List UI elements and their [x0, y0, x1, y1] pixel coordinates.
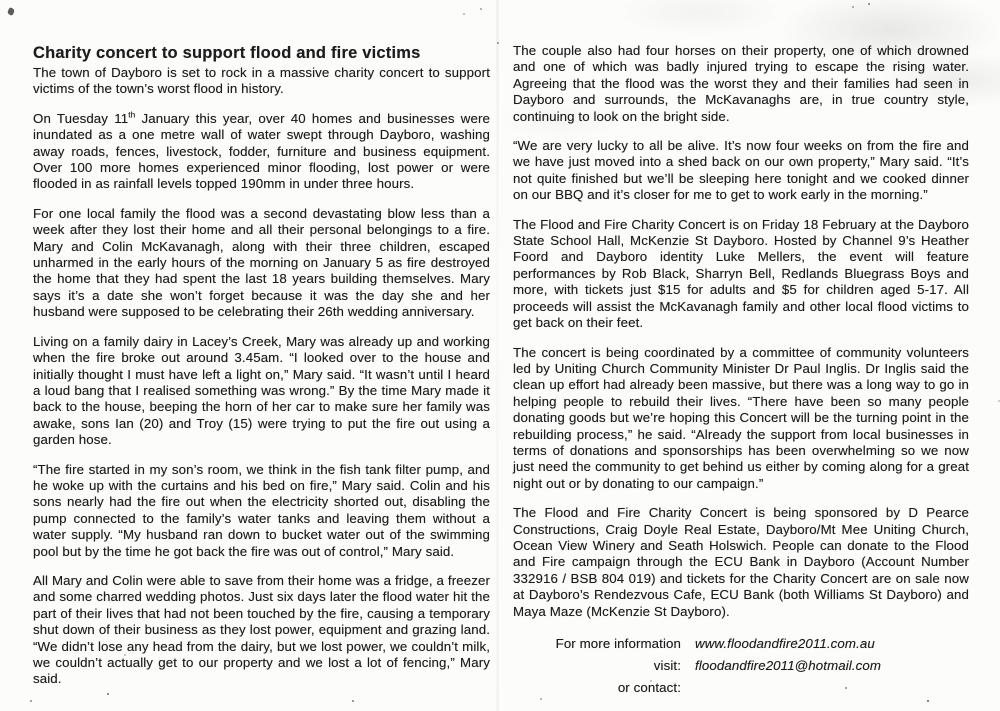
paragraph-text: January this year, over 40 homes and businesses were inundated as a one metre wall of water swept through Dayboro, washing away roads, fences, livestock, fodder, furniture and business equipment. Over 100 more homes experienced minor flooding, lost power or were flooded in as rainfall levels topped 190mm in under three hours.	[33, 110, 490, 192]
article-paragraph: “The fire started in my son’s room, we think in the fish tank filter pump, and he woke up with the curtains and his bed on fire,” Mary said. Colin and his sons nearly had the fire out when the electricity shorted out, disabling the pump connected to the family’s water tanks and leaving them without a water supply. “My husband ran down to bucket water out of the swimming pool but by the time he got back the fire was out of control,” Mary said.	[33, 461, 490, 559]
article-paragraph	[33, 111, 490, 193]
article-paragraph: The Flood and Fire Charity Concert is on Friday 18 February at the Dayboro State School Hall, McKenzie St Dayboro. Hosted by Channel 9’s Heather Foord and Dayboro identity Luke Mellers, the event will feature performances by Rob Black, Sharryn Bell, Redlands Bluegrass Boys and more, with tickets just $15 for adults and $5 for children aged 5-17. All proceeds will assist the McKavanagh family and other local flood victims to get back on their feet.	[513, 216, 969, 331]
article-paragraph: The couple also had four horses on their property, one of which drowned and one of which was badly injured trying to escape the rising water. Agreeing that the flood was the worst they and their families had seen in Dayboro and surrounds, the McKavanaghs are, in true country style, continuing to look on the bright side.	[513, 43, 969, 124]
contact-or-label: or contact:	[617, 680, 681, 695]
scan-corner-mark	[7, 7, 15, 16]
scan-speckles	[0, 0, 2, 2]
contact-website: www.floodandfire2011.com.au	[695, 636, 875, 651]
article-paragraph: Living on a family dairy in Lacey’s Creek, Mary was already up and working when the fire broke out around 3.45am. “I looked over to the house and initially thought I must have left a light on,” Mary said. “It wasn’t until I heard a loud bang that I realised something was wrong.” By the time Mary made it back to the house, beeping the horn of her car to make sure her family was awake, sons Ian (20) and Troy (15) were trying to put the fire out using a garden hose.	[33, 333, 490, 448]
contact-email: floodandfire2011@hotmail.com	[695, 658, 882, 673]
contact-values	[695, 633, 881, 699]
article-intro: The town of Dayboro is set to rock in a massive charity concert to support victims of the town’s worst flood in history.	[33, 65, 490, 97]
page-fold-crease	[496, 0, 499, 711]
paragraph-text: On Tuesday 11	[33, 110, 129, 126]
article-paragraph: The Flood and Fire Charity Concert is being sponsored by D Pearce Constructions, Craig Doyle Real Estate, Dayboro/Mt Mee Uniting Church, Ocean View Winery and Seath Holswich. People can donate to the Flood and Fire campaign through the ECU Bank in Dayboro (Account Number 332916 / BSB 804 019) and tickets for the Charity Concert are on sale now at Dayboro’s Rendezvous Cafe, ECU Bank (both Williams St Dayboro) and Maya Maze (McKenzie St Dayboro).	[513, 505, 969, 619]
article-paragraph: All Mary and Colin were able to save from their home was a fridge, a freezer and some charred wedding photos. Just six days later the flood water hit the part of their lives that had not been touched by the fire, causing a temporary shut down of their business as they lost power, equipment and grazing land. “We didn’t lose any head from the dairy, but we lost power, we couldn’t milk, we couldn’t actually get to our property and we lost a lot of fencing,” Mary said.	[33, 572, 490, 687]
contact-labels	[529, 633, 681, 699]
article-paragraph: “We are very lucky to all be alive. It’s now four weeks on from the fire and we have just moved into a shed back on our own property,” Mary said. “It’s not quite finished but we’ll be sleeping here tonight and we cooked dinner on our BBQ and it’s closer for me to get to work early in the morning.”	[513, 138, 969, 203]
superscript-th: th	[128, 110, 136, 120]
article-paragraph: For one local family the flood was a second devastating blow less than a week after they lost their home and all their personal belongings to a fire. Mary and Colin McKavanagh, along with their three children, escaped unharmed in the early hours of the morning on January 5 as fire destroyed the home that they had spent the last 18 years building themselves. Mary says it’s a date she won’t forget because it was the day she and her husband were supposed to be celebrating their 26th wedding anniversary.	[33, 205, 490, 320]
left-column	[33, 43, 490, 701]
article-paragraph: The concert is being coordinated by a committee of community volunteers led by Uniting Church Community Minister Dr Paul Inglis. Dr Inglis said the clean up effort had already been massive, but there was a long way to go in helping people to rebuild their lives. “There have been so many people donating goods but we’re hoping this Concert will be the turning point in the rebuilding process,” he said. “Already the support from local businesses in terms of donations and sponsorships has been overwhelming so we now just need the community to get behind us either by coming along for a great night out or by donating to our campaign.”	[513, 344, 969, 491]
article-title: Charity concert to support flood and fire victims	[33, 44, 421, 62]
contact-visit-label: For more information visit:	[555, 636, 681, 673]
right-column	[513, 43, 969, 699]
contact-block	[529, 633, 969, 699]
